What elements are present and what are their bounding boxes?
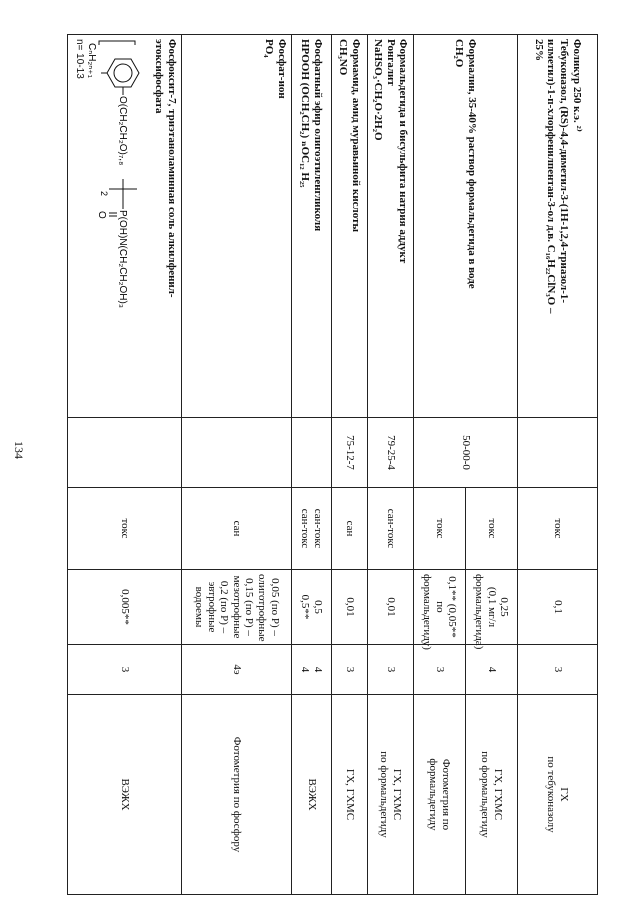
benzene-ring-aromatic [114, 64, 132, 82]
substance-name-cell: Фосфат-ион PO₄ [182, 35, 292, 418]
hazard-indicator-cell: токс [518, 488, 598, 570]
method-cell: ВЭЖХ [292, 695, 332, 895]
cas-number-cell [68, 418, 182, 488]
hazard-class-cell: 4 [466, 645, 518, 695]
method-cell: Фотометрия по формальдегиду [414, 695, 466, 895]
hazard-indicator-cell: токс [466, 488, 518, 570]
cas-number-cell [518, 418, 598, 488]
table-row [518, 35, 598, 895]
limit-value-cell: 0,5 0,5** [292, 570, 332, 645]
hazard-indicator-cell: сан-токс [368, 488, 414, 570]
hazard-class-cell: 3 [368, 645, 414, 695]
method-cell: ГХ, ГХМС по формальдегиду [466, 695, 518, 895]
hazard-class-cell: 3 [68, 645, 182, 695]
formula-label-alkyl: CₙH₂ₙ₊₁ [85, 43, 97, 78]
formula-n-range: n= 10-13 [73, 39, 85, 79]
table-row [368, 35, 414, 895]
limit-value-cell: 0,25 (0,1 мг/л формальдегида) [466, 570, 518, 645]
hazard-indicator-cell: сан [332, 488, 368, 570]
hazard-indicator-cell: сан-токс сан-токс [292, 488, 332, 570]
cas-number-cell: 50-00-0 [414, 418, 518, 488]
document-table-rotated [68, 34, 598, 894]
structural-formula [85, 39, 147, 413]
table-row [292, 35, 332, 895]
table-row [182, 35, 292, 895]
method-cell: ГХ, ГХМС по формальдегиду [368, 695, 414, 895]
method-cell: Фотометрия по фосфору [182, 695, 292, 895]
substance-name-cell: Формамид, амид муравьиной кислоты CH₃NO [332, 35, 368, 418]
formula-label-subscript: 2 [98, 191, 109, 197]
structural-formula-drawing [85, 39, 147, 399]
hygiene-standards-table [67, 34, 598, 895]
limit-value-cell: 0,01 [332, 570, 368, 645]
hazard-indicator-cell: сан [182, 488, 292, 570]
method-cell: ВЭЖХ [68, 695, 182, 895]
substance-name-cell: Фосфатный эфир олигоэтиленгликоля НРООН (OCH₂CH₂) ₙOC₁₂ H₂₅ [292, 35, 332, 418]
bracket-left [99, 41, 135, 45]
limit-value-cell: 0,01 [368, 570, 414, 645]
formula-label-ethoxy: O(CH₂CH₂O)₇,₈ [116, 96, 128, 166]
limit-value-cell: 0,05 (по Р) – олиготрофные 0,15 (по Р) – мезотрофные 0,2 (по Р) – эвтрофные водоемы [182, 570, 292, 645]
substance-name-cell: Фоликур 250 к.э. ²⁾ Тебуконазол, (RS)-4,4-диметил-3-(1Н-1,2,4-триазол-1- илметил)-1-п-хлорфенилпентан-3-ол д.в. C₁₆H₂₂ClN₃O – 25% [518, 35, 598, 418]
hazard-indicator-cell: токс [68, 488, 182, 570]
hazard-indicator-cell: токс [414, 488, 466, 570]
substance-name-cell: Фосфоксит-7, триэтаноламинная соль алкилфенил- этоксифосфата O(CH₂CH₂O)₇,₈ P(OH)N(CH₂CH₂OH)₃ O CₙH₂ₙ₊₁ 2 n= 10-13 [68, 35, 182, 418]
table-row [466, 35, 518, 895]
cas-number-cell: 79-25-4 [368, 418, 414, 488]
cas-number-cell [292, 418, 332, 488]
method-cell: ГХ по тебуконазолу [518, 695, 598, 895]
hazard-class-cell: 3 [332, 645, 368, 695]
limit-value-cell: 0,005** [68, 570, 182, 645]
cas-number-cell [182, 418, 292, 488]
hazard-class-cell: 3 [414, 645, 466, 695]
cas-number-cell: 75-12-7 [332, 418, 368, 488]
page-number: 134 [12, 441, 26, 459]
hazard-class-cell: 4 4 [292, 645, 332, 695]
formula-label-oxygen: O [95, 211, 107, 219]
benzene-ring [107, 59, 139, 87]
hazard-class-cell: 4э [182, 645, 292, 695]
method-cell: ГХ, ГХМС [332, 695, 368, 895]
limit-value-cell: 0,1 [518, 570, 598, 645]
substance-name-cell: Формальдегида и бисульфита натрия аддукт Ронгалит NaHSO₃·CH₂O·2H₂O [368, 35, 414, 418]
hazard-class-cell: 3 [518, 645, 598, 695]
formula-label-phosphate: P(OH)N(CH₂CH₂OH)₃ [116, 210, 128, 308]
substance-name-cell: Формалин, 35-40% раствор формальдегида в воде CH₂O [414, 35, 518, 418]
table-row [332, 35, 368, 895]
table-row [68, 35, 182, 895]
limit-value-cell: 0,1** (0,05** по формальдегиду) [414, 570, 466, 645]
